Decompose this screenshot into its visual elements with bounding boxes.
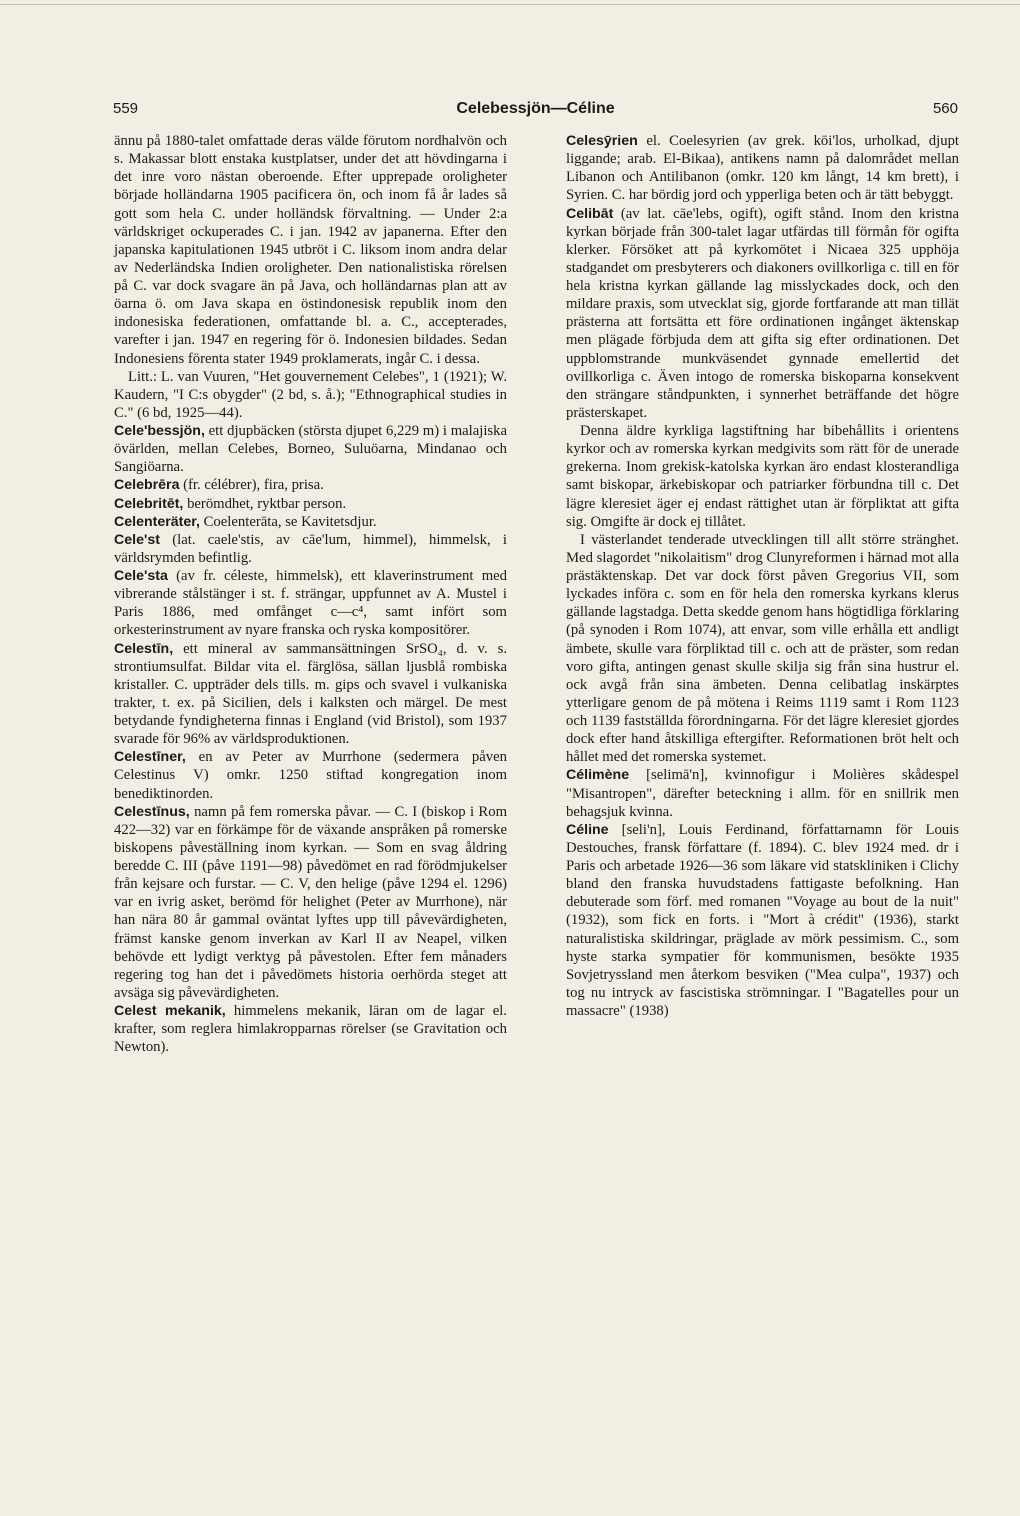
entry [114,495,507,513]
entry-headword: Celesȳrien [566,133,638,149]
entry [566,821,959,1020]
entry [114,531,507,567]
entry [114,513,507,531]
running-title: Celebessjön—Céline [456,100,615,117]
entry-headword: Celestīnus, [114,803,190,820]
entry-text: namn på fem romerska påvar. — C. I (biskop i Rom 422—32) var en förkämpe för de växande anspråken på romerske biskopens påveställning inom kyrkan. — Som en svag åldring beredde C. III (påve 1191—98) påvedömet en rad förödmjukelser från kejsare och furstar. — C. V, den helige (påve 1294 el. 1296) var en ivrig asket, berömd för helighet (Peter av Murrhone), när han nära 80 år gammal oväntat lyftes upp till påvevärdigheten, främst kanske genom inverkan av Karl II av Neapel, vilken behövde ett lydigt verktyg på påvestolen. Efter fem månaders regering tog han det i påvedömets historia oerhörda steget att avsäga sig påvevärdigheten. [114,803,507,1001]
entry [566,205,959,423]
entry [566,132,959,205]
paragraph-text: I västerlandet tenderade utvecklingen till allt större stränghet. Med slagordet "nikolaitism" drog Clunyreformen i härnad mot alla prästäktenskap. Det var dock först påven Gregorius VII, som lyckades införa c. som en för hela den romerska kyrkans klerus gällande lagstadga. Detta skedde genom hans högtidliga förklaring (på synoden i Rom 1074), att envar, som ville erhålla ett andligt ämbete, skulle vara förpliktad till c. och att de präster, som redan voro gifta, antingen genast skulle skilja sig från sina hustrur el. ock avgå från sina ämbeten. Denna celibatlag inskärptes ytterligare genom de på mötena i Reims 1119 samt i Rom 1123 och 1139 fastställda förordningarna. För det lägre kleresiet gjordes dock efter hand åtskilliga eftergifter. Reformationen bröt helt och hållet med det romerska systemet. [566,531,959,766]
page-number-right: 560 [932,100,958,117]
entry [114,476,507,494]
entry-text: himmelens mekanik, läran om de lagar el. krafter, som reglera himlakropparnas rörelser (se Gravitation och Newton). [114,1003,507,1056]
entry-text: en av Peter av Murrhone (sedermera påven Celestinus V) omkr. 1250 stiftad kongregation inom benediktinorden. [114,749,507,802]
paragraph-text: Litt.: L. van Vuuren, "Het gouvernement Celebes", 1 (1921); W. Kaudern, "I C:s obygder" (2 bd, s. å.); "Ethnographical studies in C." (6 bd, 1925—44). [114,368,507,421]
paragraph [114,132,507,368]
entry-headword: Cele'sta [114,568,168,584]
entry [114,422,507,476]
entry-text: (fr. célébrer), fira, prisa. [179,477,324,494]
paragraph [566,422,959,531]
entry-headword: Celibāt [566,205,614,222]
top-rule [0,4,1020,5]
entry-headword: Cele'st [114,531,160,548]
entry-text: el. Coelesyrien (av grek. kōi'los, urholkad, djupt liggande; arab. El-Bikaa), antikens namn på dalområdet mellan Libanon och Antilibanon (omkr. 120 km långt, 14 km brett), i Syrien. C. har bördig jord och ypperliga beten och är tätt bebyggt. [566,133,959,204]
entry-text: ett mineral av sammansättningen SrSO₄, d. v. s. strontiumsulfat. Bildar vita el. färglösa, sällan ljusblå rombiska kristaller. C. uppträder dels tills. m. gips och svavel i vulkaniska trakter, t. ex. på Sicilien, dels i kalksten och märgel. De mest betydande fyndigheterna finnas i England (vid Bristol), som 1937 svarade för 96% av världsproduktionen. [114,640,507,748]
entry-text: (av lat. cāe'lebs, ogift), ogift stånd. Inom den kristna kyrkan började från 300-talet lagar utfärdas till förmån för ogifta klerker. Försöket att på kyrkomötet i Nicaea 325 upphöja stadgandet om presbyterers och diakoners ovillkorliga c. till en för hela kristna kyrkan gällande lag misslyckades dock, och den mildare praxis, som utvecklat sig, gjorde fortfarande att man tillät prästerna att fortsätta ett före ordinationen ingånget äktenskap men plägade förbjuda dem att gifta sig efter ordinationen. Det uppblomstrande munkväsendet gynnade emellertid det ovillkorliga c. Även intogo de romerska biskoparna konsekvent den strängare ståndpunkten, i synnerhet beträffande det högre prästerskapet. [566,205,959,421]
entry-headword: Celestīn, [114,640,174,657]
entry-headword: Célimène [566,767,630,784]
entry [566,766,959,820]
entry-headword: Celenteräter, [114,513,200,530]
paragraph-text: ännu på 1880-talet omfattade deras välde förutom nordhalvön och s. Makassar blott enstaka kustplatser, under det att hövdingarna i det inre voro nästan oberoende. Efter upprepade oroligheter började holländarna 1905 pacificera ön, och inom få år lades så gott som hela C. under holländsk förvaltning. — Under 2:a världskriget ockuperades C. i jan. 1942 av japanerna. Efter den japanska kapitulationen 1945 utbröt i C. liksom inom andra delar av Nederländska Indien oroligheter. Den nationalistiska rörelsen på C. var dock svagare än på Java, och holländarnas plan att av öarna ö. om Java skapa en östindonesisk republik inom den indonesiska federationen, omfattande bl. a. C., accepterades, varefter i jan. 1947 en regering för ö. Indonesien bildades. Sedan Indonesiens förenta stater 1949 proklamerats, ingår C. i dessa. [114,133,507,367]
page-number-left: 559 [113,100,139,117]
entry [114,803,507,1002]
entry [114,640,507,749]
entry-text: Coelenterāta, se Kavitetsdjur. [199,513,377,530]
entry-text: [seli'n], Louis Ferdinand, författarnamn för Louis Destouches, fransk författare (f. 1894). C. blev 1924 med. dr i Paris och arbetade 1926—36 som läkare vid statskliniken i Clichy bland den franska huvudstadens fattigaste befolkning. Han debuterade som förf. med romanen "Voyage au bout de la nuit" (1932), som fick en forts. i "Mort à crédit" (1936), starkt naturalistiska skildringar, präglade av mörk pessimism. C., som hyste starka sympatier för kommunismen, besökte 1935 Sovjetryssland men återkom besviken ("Mea culpa", 1937) och tog nu intryck av fascistiska strömningar. I "Bagatelles pour un massacre" (1938) [566,821,959,1019]
entry-headword: Celestīner, [114,749,186,766]
entry-text: [selimā'n], kvinnofigur i Molières skådespel "Misantropen", därefter beteckning i allm. för en snillrik men behagsjuk kvinna. [566,767,959,820]
entry-headword: Cele'bessjön, [114,423,205,439]
paragraph-text: Denna äldre kyrkliga lagstiftning har bibehållits i orientens kyrkor och av romerska kyrkan medgivits som rätt för de unerade grekerna. Inom grekisk-katolska kyrkan äro endast klosterandliga samt biskopar, ärkebiskopar och patriarker förbundna till c. Det lägre kleresiet äger ej endast rättighet utan är förpliktat att gifta sig. Omgifte är dock ej tillåtet. [566,423,959,530]
entry-headword: Céline [566,821,609,838]
right-column [566,132,959,1020]
entry-headword: Celebritēt, [114,495,184,512]
entry-text: berömdhet, ryktbar person. [183,495,347,512]
entry-headword: Celest mekanik, [114,1003,226,1019]
entry [114,567,507,640]
entry-headword: Celebrēra [114,477,180,494]
page-header [113,100,958,126]
entry [114,748,507,802]
entry [114,1002,507,1056]
left-column [114,132,507,1056]
entry-text: ett djupbäcken (största djupet 6,229 m) i malajiska övärlden, mellan Celebes, Borneo, Suluöarna, Mindanao och Sangiöarna. [114,423,507,476]
paragraph [566,531,959,767]
paragraph [114,368,507,422]
entry-text: (lat. caele'stis, av cāe'lum, himmel), himmelsk, i världsrymden befintlig. [114,531,507,566]
entry-text: (av fr. céleste, himmelsk), ett klaverinstrument med vibrerande stålstänger i st. f. strängar, uppfunnet av A. Mustel i Paris 1886, med omfånget c—c⁴, samt infört som orkesterinstrument av nyare franska och ryska kompositörer. [114,568,507,639]
